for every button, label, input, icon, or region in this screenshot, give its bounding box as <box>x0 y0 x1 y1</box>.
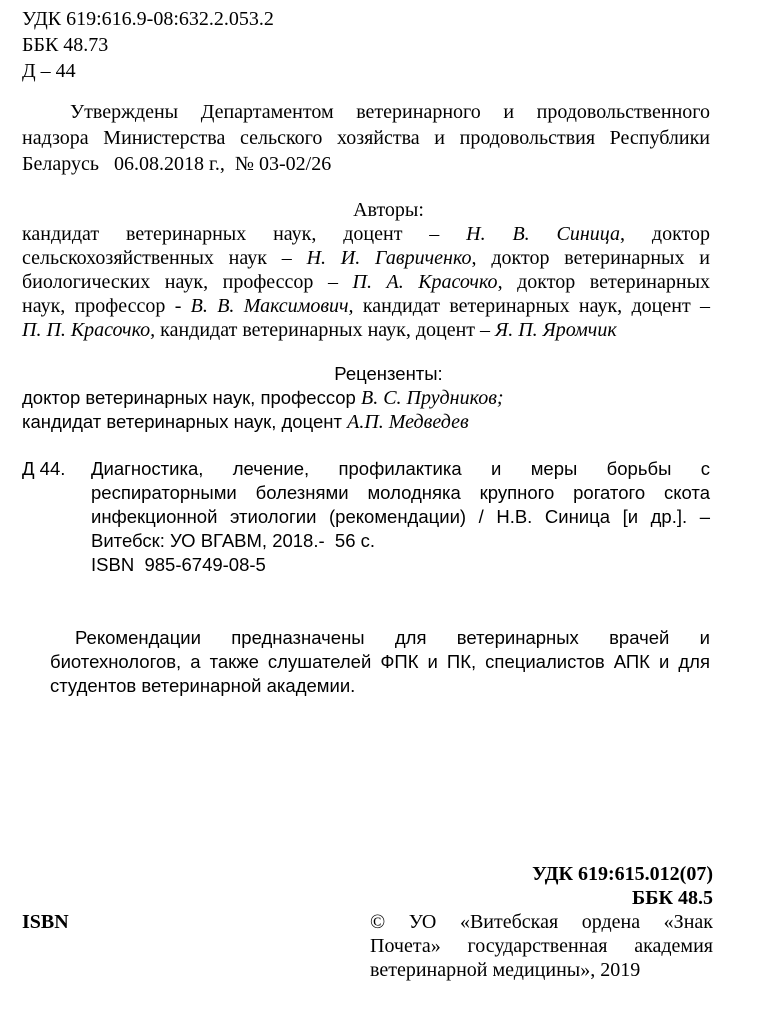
authors-line: биологических наук, профессор – П. А. Красочко, доктор ветеринарных <box>22 271 711 293</box>
footer-udk: УДК 619:615.012(07) <box>532 863 713 885</box>
authors-line: наук, профессор - В. В. Максимович, кандидат ветеринарных наук, доцент – <box>22 295 710 317</box>
approval-line: Беларусь 06.08.2018 г., № 03-02/26 <box>22 153 332 175</box>
footer-isbn: ISBN <box>22 911 69 933</box>
catalog-line: Витебск: УО ВГАВМ, 2018.- 56 с. <box>91 530 376 551</box>
approval-line: Утверждены Департаментом ветеринарного и продовольственного <box>70 101 710 123</box>
copyright-line: Почета» государственная академия <box>370 935 713 957</box>
approval-line: надзора Министерства сельского хозяйства и продовольствия Республики <box>22 127 710 149</box>
authors-line: П. П. Красочко, кандидат ветеринарных наук, доцент – Я. П. Яромчик <box>22 319 617 341</box>
copyright-line: ветеринарной медицины», 2019 <box>370 959 641 981</box>
catalog-code: Д 44. <box>22 458 66 479</box>
authors-heading: Авторы: <box>353 199 424 221</box>
annotation-line: биотехнологов, а также слушателей ФПК и ПК, специалистов АПК и для <box>50 651 710 672</box>
catalog-line: инфекционной этиологии (рекомендации) / Н.В. Синица [и др.]. – <box>91 506 710 527</box>
copyright-line: © УО «Витебская ордена «Знак <box>370 911 713 933</box>
annotation-line: Рекомендации предназначены для ветеринарных врачей и <box>75 627 710 648</box>
footer-bbk: ББК 48.5 <box>632 887 713 909</box>
authors-line: сельскохозяйственных наук – Н. И. Гавриченко, доктор ветеринарных и <box>22 247 710 269</box>
catalog-line: респираторными болезнями молодняка крупного рогатого скота <box>91 482 710 503</box>
catalog-isbn: ISBN 985-6749-08-5 <box>91 554 266 575</box>
bbk-code: ББК 48.73 <box>22 34 109 56</box>
catalog-line: Диагностика, лечение, профилактика и меры борьбы с <box>91 458 710 479</box>
author-mark: Д – 44 <box>22 60 76 82</box>
reviewers-heading: Рецензенты: <box>334 363 443 384</box>
authors-line: кандидат ветеринарных наук, доцент – Н. В. Синица, доктор <box>22 223 711 245</box>
udk-code: УДК 619:616.9-08:632.2.053.2 <box>22 8 274 30</box>
reviewer-line: кандидат ветеринарных наук, доцент А.П. Медведев <box>22 411 469 433</box>
reviewer-line: доктор ветеринарных наук, профессор В. С. Прудников; <box>22 387 504 409</box>
annotation-line: студентов ветеринарной академии. <box>50 675 356 696</box>
